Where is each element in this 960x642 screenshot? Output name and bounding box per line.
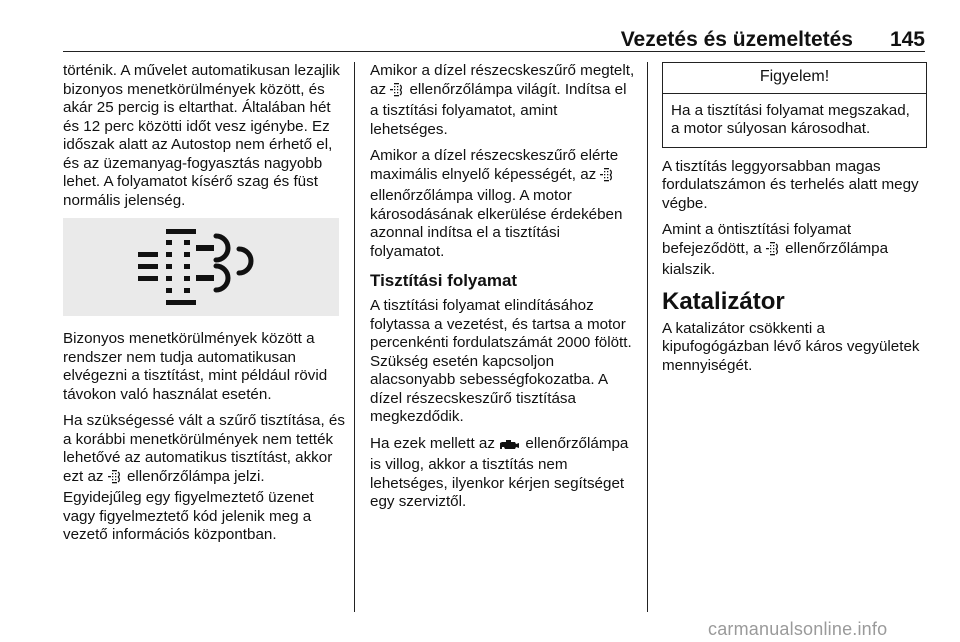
warning-body: Ha a tisztítási folyamat megszakad, a motor súlyosan károsodhat. (671, 101, 910, 137)
section-heading: Tisztítási folyamat (370, 271, 518, 290)
paragraph: Bizonyos menetkörülmények között a rendszer nem tudja automatikusan elvégezni a tisztítást, mint például rövid távokon való használat esetén. (63, 330, 328, 403)
column-1 (63, 62, 345, 553)
page-header (63, 24, 925, 54)
paragraph (370, 147, 638, 261)
engine-check-icon (499, 438, 521, 457)
text-run: Amikor a dízel részecskeszűrő megtelt, az (370, 62, 635, 98)
column-divider-1 (354, 62, 355, 612)
paragraph (63, 412, 345, 545)
paragraph: A katalizátor csökkenti a kipufogógázban lévő káros vegyületek mennyiségét. (662, 319, 920, 374)
column-2 (370, 62, 638, 520)
text-run: ellenőrzőlámpa villog. A motor károsodásának elkerülése érdekében azonnal indítsa el a tisztítási folyamatot. (370, 187, 623, 260)
dpf-icon (108, 470, 123, 490)
text-run: ellenőrzőlámpa kialszik. (662, 239, 889, 278)
paragraph: A tisztítási folyamat elindításához folytassa a vezetést, és tartsa a motor percenkénti fordulatszámát 2000 fölött. Szükség esetén kapcsoljon alacsonyabb sebességfokozatba. A dízel részecskeszűrő tisztítása megkezdődik. (370, 297, 632, 425)
dpf-illustration (63, 218, 339, 316)
diesel-particulate-filter-icon (136, 225, 266, 309)
page-title: Vezetés és üzemeltetés (620, 28, 853, 51)
paragraph (370, 62, 638, 139)
paragraph: történik. A művelet automatikusan lezajlik bizonyos menetkörülmények között, és akár 25 percig is eltarthat. Általában hét és 12 perc közötti időt vesz igénybe. Ez időszak alatt az Autostop nem érhető el, és az üzemanyag-fogyasztás nagyobb lehet. A folyamatot kísérő szag és füst normális jelenség. (63, 62, 340, 209)
text-run: ellenőrzőlámpa jelzi. Egyidejűleg egy figyelmeztető üzenet vagy figyelmeztető kód jelenik meg a vezető információs központban. (63, 467, 314, 543)
text-run: ellenőrzőlámpa világít. Indítsa el a tisztítási folyamatot, amint lehetséges. (370, 80, 627, 138)
paragraph (662, 221, 927, 280)
section-heading: Katalizátor (662, 287, 785, 315)
text-run: ellenőrzőlámpa is villog, akkor a tisztítás nem lehetséges, ilyenkor kérjen segítséget egy szerviztől. (370, 434, 629, 510)
dpf-icon (600, 168, 615, 188)
dpf-icon (766, 242, 781, 262)
column-3 (662, 62, 927, 383)
warning-box (662, 62, 927, 148)
text-run: Ha ezek mellett az (370, 434, 500, 452)
text-run: Ha szükségessé vált a szűrő tisztítása, és a korábbi menetkörülmények nem tették lehetővé az automatikus tisztítást, akkor ezt az (63, 412, 345, 485)
text-run: Amint a öntisztítási folyamat befejeződött, a (662, 221, 852, 257)
header-divider (63, 51, 925, 52)
paragraph (370, 435, 638, 512)
watermark: carmanualsonline.info (708, 619, 888, 639)
dpf-icon (390, 83, 405, 103)
warning-title: Figyelem! (663, 63, 926, 94)
paragraph: A tisztítás leggyorsabban magas fordulatszámon és terhelés alatt megy végbe. (662, 157, 919, 212)
text-run: Amikor a dízel részecskeszűrő elérte maximális elnyelő képességét, az (370, 147, 619, 183)
page-number: 145 (889, 28, 925, 51)
column-divider-2 (647, 62, 648, 612)
